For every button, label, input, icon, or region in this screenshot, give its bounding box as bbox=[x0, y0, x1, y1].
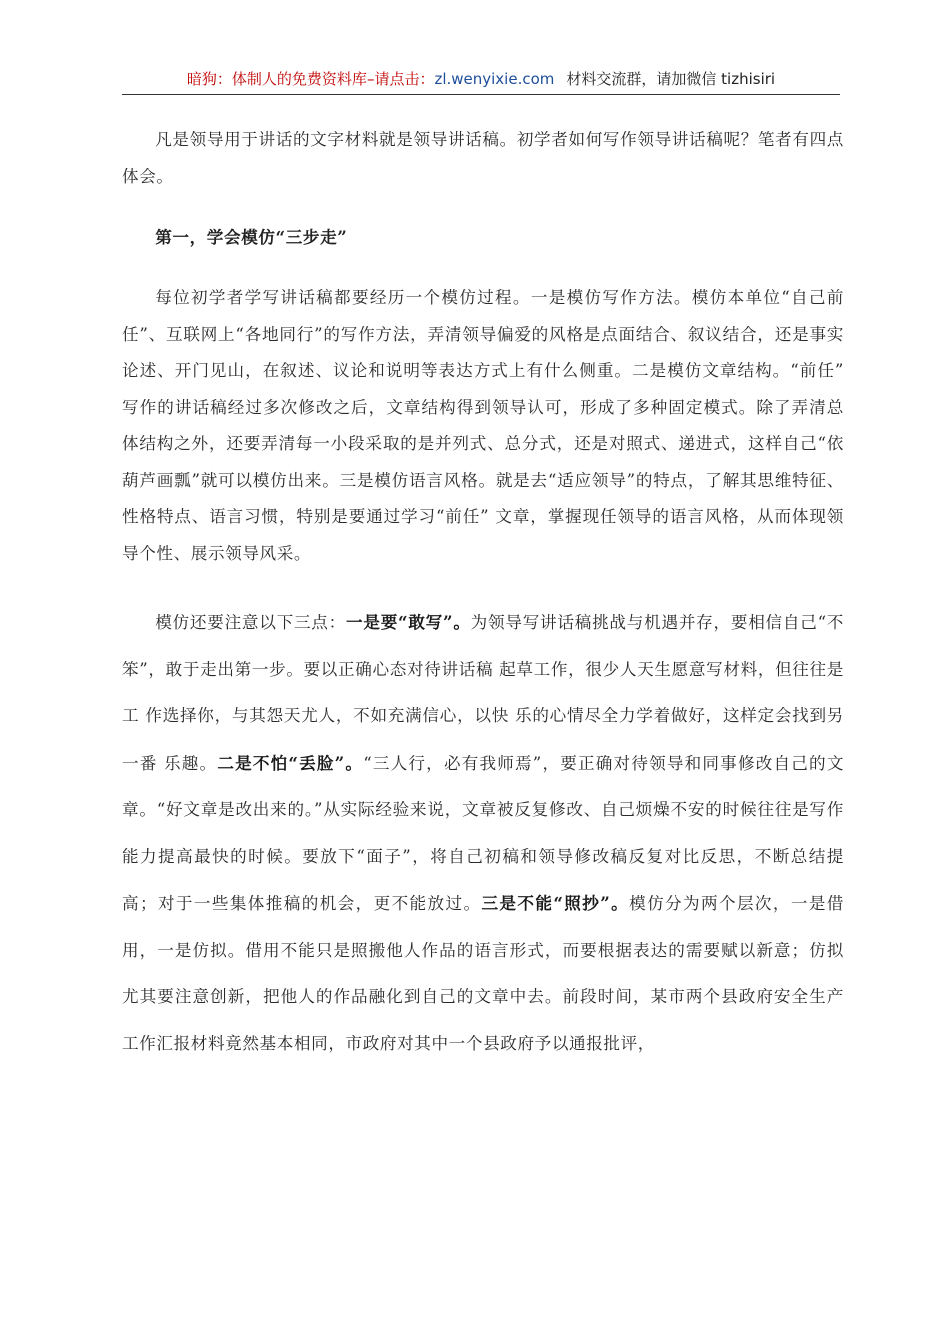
article-body bbox=[122, 121, 844, 1067]
page-header bbox=[122, 68, 840, 95]
point2-text: “三人行，必有我师焉”，要正确对待领导和同事修改自己的文章。“好文章是改出来的。”从实际经验来说，文章被反复修改、自己烦燥不安的时候往往是写作能力提高最快的时候。要放下“面子”，将自己初稿和领导修改稿反复对比反思，不断总结提高；对于一些集体推稿的机会，更不能放过。 bbox=[122, 753, 845, 913]
imitation-paragraph: 每位初学者学写讲话稿都要经历一个模仿过程。一是模仿写作方法。模仿本单位“自己前任”、互联网上“各地同行”的写作方法，弄清领导偏爱的风格是点面结合、叙议结合，还是事实论述、开门见山，在叙述、议论和说明等表达方式上有什么侧重。二是模仿文章结构。“前任” 写作的讲话稿经过多次修改之后，文章结构得到领导认可，形成了多种固定模式。除了弄清总体结构之外，还要弄清每一小段采取的是并列式、总分式，还是对照式、递进式，这样自己“依葫芦画瓢”就可以模仿出来。三是模仿语言风格。就是去“适应领导”的特点，了解其思维特征、性格特点、语言习惯，特别是要通过学习“前任” 文章，掌握现任领导的语言风格，从而体现领导个性、展示领导风采。 bbox=[122, 288, 844, 563]
points-lead: 模仿还要注意以下三点： bbox=[155, 613, 346, 632]
header-contact: 材料交流群，请加微信 tizhisiri bbox=[566, 70, 776, 88]
three-points-paragraph bbox=[122, 599, 844, 1067]
intro-paragraph: 凡是领导用于讲话的文字材料就是领导讲话稿。初学者如何写作领导讲话稿呢？笔者有四点体会。 bbox=[122, 130, 844, 186]
header-brand: 暗狗：体制人的免费资料库 bbox=[186, 70, 367, 88]
header-url-link[interactable]: zl.wenyixie.com bbox=[434, 70, 555, 88]
point2-title: 二是不怕“丢脸”。 bbox=[217, 752, 364, 773]
header-separator: –请点击： bbox=[366, 70, 435, 88]
point3-title: 三是不能“照抄”。 bbox=[481, 893, 630, 913]
point1-text: 为领导写讲话稿挑战与机遇并存，要相信自己“不笨”，敢于走出第一步。要以正确心态对待讲话稿 起草工作，很少人天生愿意写材料，但往往是工 作选择你，与其怨天尤人，不如充满信心，以快 乐的心情尽全力学着做好，这样定会找到另一番 乐趣。 bbox=[122, 613, 845, 773]
section-heading: 第一，学会模仿“三步走” bbox=[155, 227, 348, 247]
point1-title: 一是要“敢写”。 bbox=[346, 612, 471, 632]
point3-text: 模仿分为两个层次，一是借用，一是仿拟。借用不能只是照搬他人作品的语言形式，而要根据表达的需要赋以新意；仿拟尤其要注意创新，把他人的作品融化到自己的文章中去。前段时间，某市两个县政府安全生产工作汇报材料竟然基本相同，市政府对其中一个县政府予以通报批评， bbox=[122, 894, 844, 1053]
